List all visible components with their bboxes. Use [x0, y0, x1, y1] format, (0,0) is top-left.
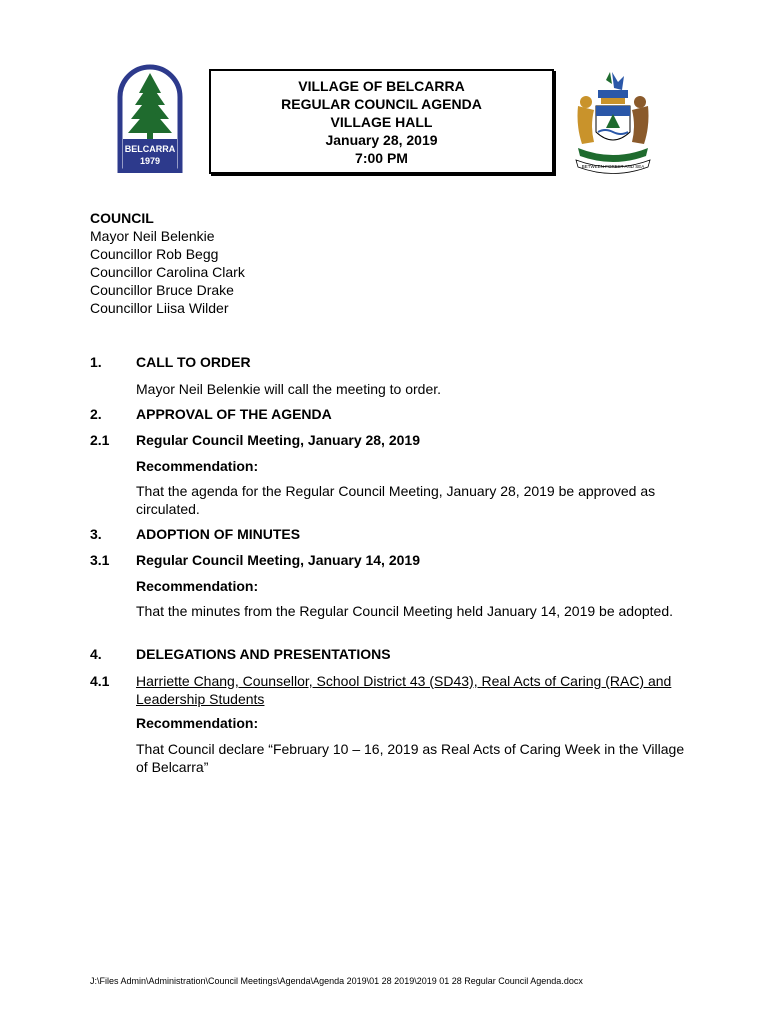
council-member: Councillor Rob Begg	[90, 246, 219, 262]
item-title: Regular Council Meeting, January 28, 2019	[136, 432, 420, 448]
section-number: 4.	[90, 646, 102, 662]
council-member: Mayor Neil Belenkie	[90, 228, 215, 244]
item-title: Regular Council Meeting, January 14, 2019	[136, 552, 420, 568]
recommendation-label: Recommendation:	[136, 458, 259, 474]
recommendation-label: Recommendation:	[136, 715, 259, 731]
title-line: 7:00 PM	[355, 149, 408, 166]
recommendation-label: Recommendation:	[136, 578, 259, 594]
section-title: APPROVAL OF THE AGENDA	[136, 406, 332, 422]
section-title: ADOPTION OF MINUTES	[136, 526, 301, 542]
section-number: 1.	[90, 354, 102, 370]
logo-year: 1979	[139, 156, 161, 166]
council-member: Councillor Liisa Wilder	[90, 300, 229, 316]
section-number: 3.1	[90, 552, 110, 568]
section-title: CALL TO ORDER	[136, 354, 251, 370]
title-line: REGULAR COUNCIL AGENDA	[281, 95, 482, 112]
coat-of-arms	[572, 66, 654, 174]
section-number: 3.	[90, 526, 102, 542]
title-line: VILLAGE HALL	[330, 113, 433, 130]
council-member: Councillor Carolina Clark	[90, 264, 245, 280]
recommendation-text: That Council declare “February 10 – 16, 2019 as Real Acts of Caring Week in the Village of Belcarra”	[136, 741, 685, 775]
recommendation-text: That the agenda for the Regular Council Meeting, January 28, 2019 be approved as circulated.	[136, 483, 656, 517]
council-member: Councillor Bruce Drake	[90, 282, 234, 298]
section-text: Mayor Neil Belenkie will call the meeting to order.	[136, 381, 442, 397]
section-number: 2.	[90, 406, 102, 422]
section-number: 2.1	[90, 432, 110, 448]
council-heading: COUNCIL	[90, 210, 154, 226]
recommendation-text: That the minutes from the Regular Council Meeting held January 14, 2019 be adopted.	[136, 603, 673, 619]
logo-text: BELCARRA	[124, 144, 176, 154]
agenda-title-box	[209, 69, 554, 174]
title-line: January 28, 2019	[325, 131, 438, 148]
crest-motto: BETWEEN FOREST AND SEA	[581, 164, 645, 169]
belcarra-logo	[117, 63, 183, 173]
council-list	[90, 209, 245, 317]
section-title: DELEGATIONS AND PRESENTATIONS	[136, 646, 391, 662]
section-number: 4.1	[90, 673, 110, 689]
delegation-title: Harriette Chang, Counsellor, School District 43 (SD43), Real Acts of Caring (RAC) and Leadership Students	[136, 673, 672, 707]
file-path-footer: J:\Files Admin\Administration\Council Meetings\Agenda\Agenda 2019\01 28 2019\2019 01 28 Regular Council Agenda.docx	[90, 976, 583, 986]
title-line: VILLAGE OF BELCARRA	[298, 77, 465, 94]
